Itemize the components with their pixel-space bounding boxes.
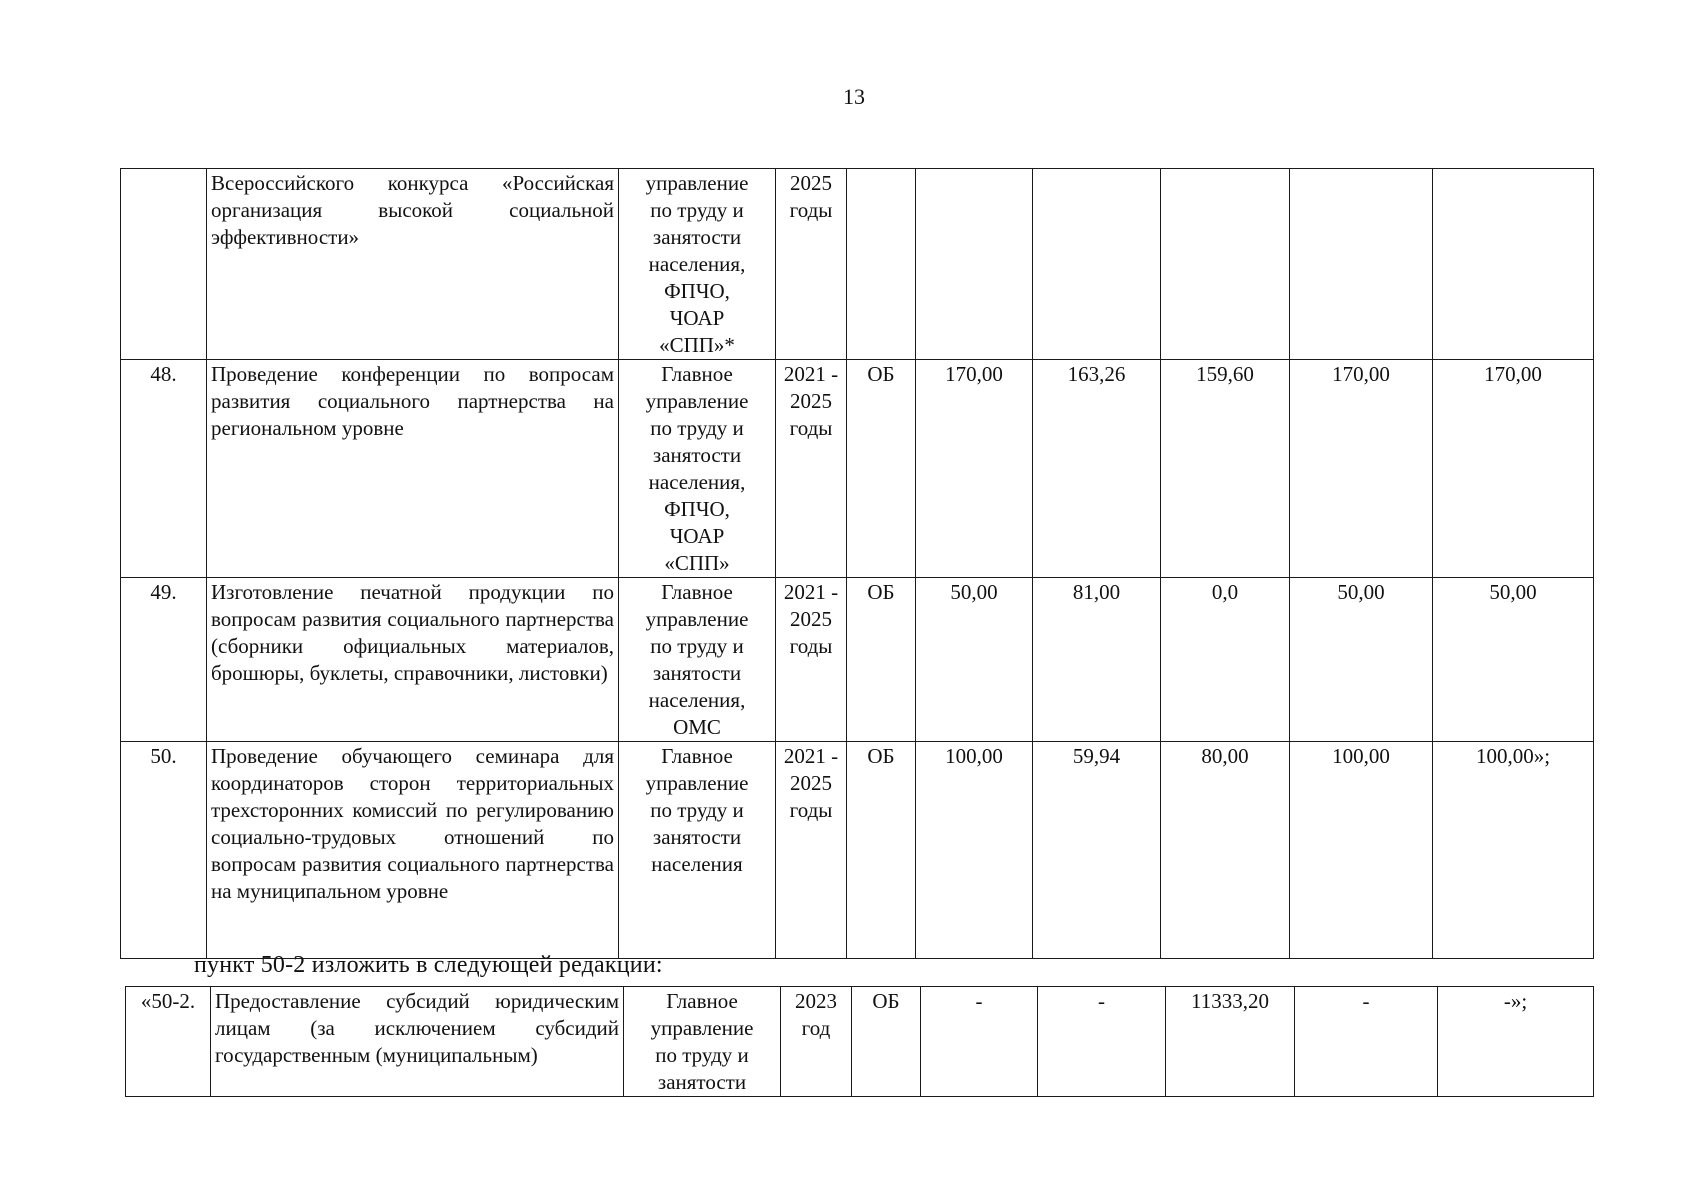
table-row	[121, 360, 1594, 578]
amount-cell-1: -	[921, 987, 1038, 1097]
funding-source-cell: ОБ	[847, 578, 916, 742]
executor-line: Главное	[661, 744, 733, 768]
amount-cell-2: 163,26	[1033, 360, 1161, 578]
executor-line: занятости	[652, 661, 742, 685]
executor-line: по труду и	[650, 416, 744, 440]
executor-line: «СПП»*	[659, 333, 735, 357]
period-cell	[781, 987, 852, 1097]
activity-description-cell: Изготовление печатной продукции по вопросам развития социального партнерства (сборники официальных материалов, брошюры, буклеты, справочники, листовки)	[207, 578, 619, 742]
item-50-2-table	[125, 986, 1594, 1097]
amount-cell-5: 100,00»;	[1433, 742, 1594, 959]
executor-line: Главное	[666, 989, 738, 1013]
executor-line: ЧОАР	[669, 524, 725, 548]
row-number-cell: 48.	[121, 360, 207, 578]
row-number-cell	[121, 169, 207, 360]
page-number: 13	[843, 84, 865, 109]
amount-cell-1	[916, 169, 1033, 360]
period-cell	[776, 578, 847, 742]
table-row	[121, 169, 1594, 360]
amount-cell-4: 170,00	[1290, 360, 1433, 578]
period-line: 2025	[790, 171, 832, 195]
amount-cell-5	[1433, 169, 1594, 360]
period-line: 2023	[795, 989, 837, 1013]
amount-cell-2: 81,00	[1033, 578, 1161, 742]
amount-cell-4: -	[1295, 987, 1438, 1097]
activity-description-cell: Предоставление субсидий юридическим лицам (за исключением субсидий государственным (муниципальным)	[211, 987, 624, 1097]
row-number-cell: 49.	[121, 578, 207, 742]
executor-line: управление	[645, 171, 749, 195]
executor-line: ФПЧО,	[664, 279, 730, 303]
period-line: 2025	[790, 771, 832, 795]
executor-line: по труду и	[650, 798, 744, 822]
amount-cell-2	[1033, 169, 1161, 360]
period-line: годы	[789, 198, 833, 222]
amount-cell-4: 50,00	[1290, 578, 1433, 742]
executor-line: занятости	[652, 443, 742, 467]
period-line: 2021 -	[783, 580, 839, 604]
funding-source-cell: ОБ	[847, 360, 916, 578]
executor-line: управление	[645, 771, 749, 795]
amount-cell-5: 50,00	[1433, 578, 1594, 742]
amendment-note: пункт 50-2 изложить в следующей редакции:	[194, 952, 663, 978]
executor-line: по труду и	[655, 1043, 749, 1067]
period-line: год	[801, 1016, 831, 1040]
executor-cell	[624, 987, 781, 1097]
activity-description-cell: Всероссийского конкурса «Российская организация высокой социальной эффективности»	[207, 169, 619, 360]
activity-description-cell: Проведение конференции по вопросам развития социального партнерства на региональном уровне	[207, 360, 619, 578]
executor-line: занятости	[657, 1070, 747, 1094]
period-line: 2025	[790, 389, 832, 413]
executor-cell	[619, 360, 776, 578]
amount-cell-3: 159,60	[1161, 360, 1290, 578]
executor-line: управление	[645, 389, 749, 413]
period-line: 2021 -	[783, 744, 839, 768]
period-cell	[776, 742, 847, 959]
executor-line: ОМС	[673, 715, 721, 739]
amount-cell-4: 100,00	[1290, 742, 1433, 959]
amount-cell-5: 170,00	[1433, 360, 1594, 578]
table-row	[121, 742, 1594, 959]
funding-source-cell: ОБ	[847, 742, 916, 959]
period-line: годы	[789, 798, 833, 822]
amount-cell-2: -	[1038, 987, 1166, 1097]
executor-line: «СПП»	[664, 551, 730, 575]
period-line: 2021 -	[783, 362, 839, 386]
executor-line: по труду и	[650, 634, 744, 658]
executor-line: управление	[650, 1016, 754, 1040]
amount-cell-3: 0,0	[1161, 578, 1290, 742]
executor-line: ФПЧО,	[664, 497, 730, 521]
executor-line: населения,	[648, 470, 746, 494]
funding-source-cell: ОБ	[852, 987, 921, 1097]
amount-cell-4	[1290, 169, 1433, 360]
amount-cell-3: 11333,20	[1166, 987, 1295, 1097]
executor-line: управление	[645, 607, 749, 631]
executor-line: Главное	[661, 580, 733, 604]
amount-cell-1: 50,00	[916, 578, 1033, 742]
funding-source-cell	[847, 169, 916, 360]
activity-description-cell: Проведение обучающего семинара для координаторов сторон территориальных трехсторонних комиссий по регулированию социально-трудовых отношений по вопросам развития социального партнерства на муниципальном уровне	[207, 742, 619, 959]
amount-cell-1: 170,00	[916, 360, 1033, 578]
amount-cell-3: 80,00	[1161, 742, 1290, 959]
period-cell	[776, 360, 847, 578]
executor-line: ЧОАР	[669, 306, 725, 330]
executor-line: населения,	[648, 252, 746, 276]
table-row	[121, 578, 1594, 742]
executor-cell	[619, 742, 776, 959]
table-row	[126, 987, 1594, 1097]
period-line: 2025	[790, 607, 832, 631]
row-number-cell: 50.	[121, 742, 207, 959]
program-activities-table	[120, 168, 1594, 959]
amount-cell-5: -»;	[1438, 987, 1594, 1097]
executor-cell	[619, 578, 776, 742]
period-cell	[776, 169, 847, 360]
amount-cell-3	[1161, 169, 1290, 360]
amount-cell-1: 100,00	[916, 742, 1033, 959]
executor-line: Главное	[661, 362, 733, 386]
row-number-cell: «50-2.	[126, 987, 211, 1097]
executor-line: населения,	[648, 688, 746, 712]
executor-line: по труду и	[650, 198, 744, 222]
amount-cell-2: 59,94	[1033, 742, 1161, 959]
executor-line: занятости	[652, 825, 742, 849]
executor-line: населения	[651, 852, 743, 876]
period-line: годы	[789, 416, 833, 440]
executor-line: занятости	[652, 225, 742, 249]
period-line: годы	[789, 634, 833, 658]
executor-cell	[619, 169, 776, 360]
